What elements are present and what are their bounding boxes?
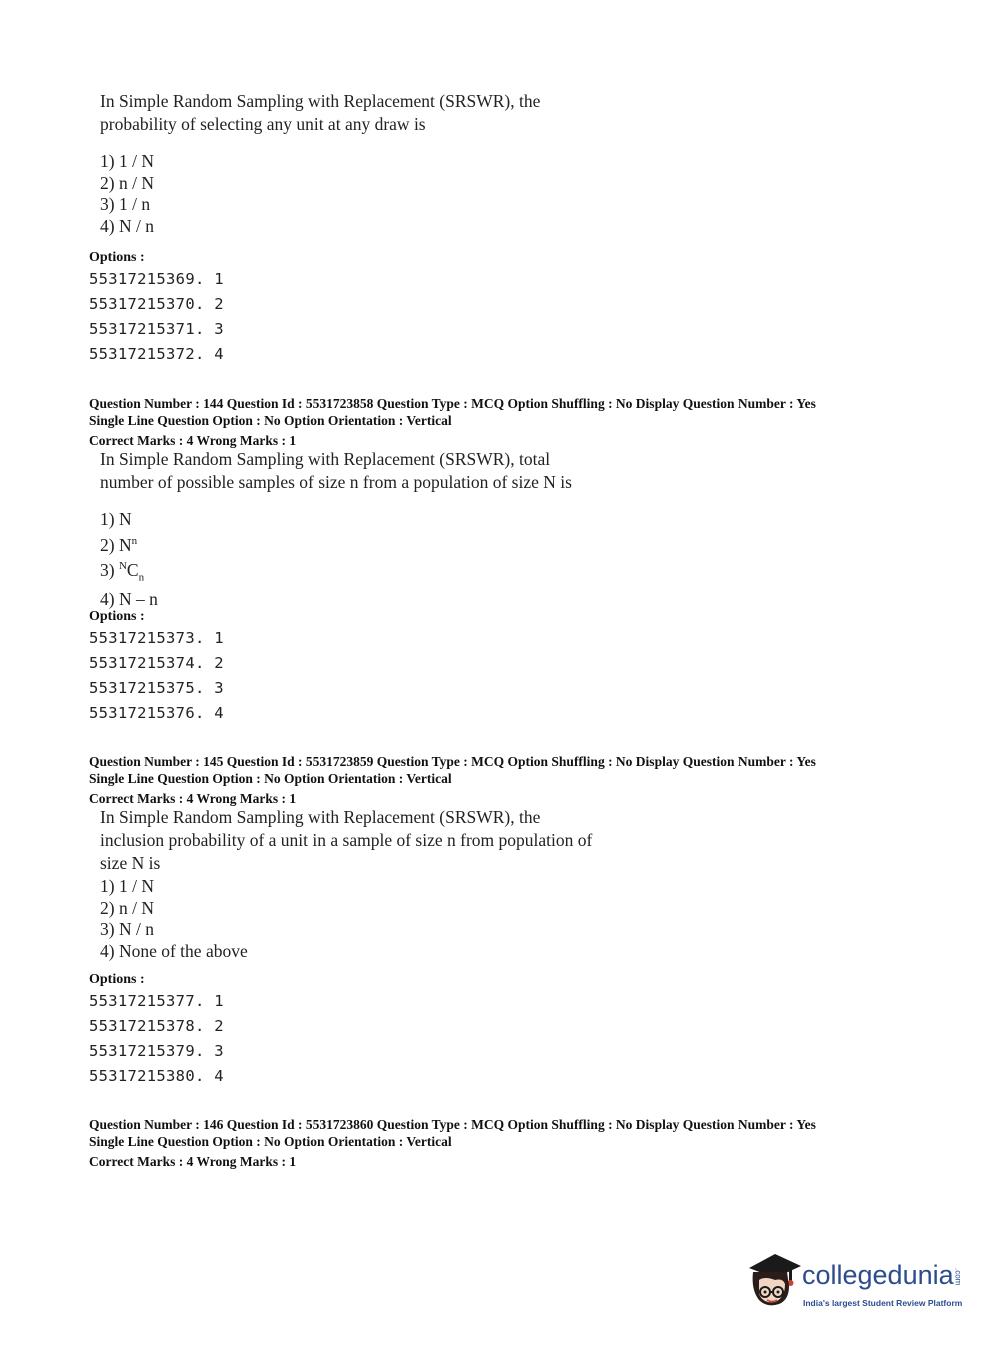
option-id: 55317215371. 3 xyxy=(89,320,224,338)
choice-3: 3) 1 / n xyxy=(100,194,151,214)
option-id: 55317215378. 2 xyxy=(89,1017,224,1035)
option-id: 55317215379. 3 xyxy=(89,1042,224,1060)
answer-choices xyxy=(100,151,154,237)
marks: Correct Marks : 4 Wrong Marks : 1 xyxy=(89,433,297,448)
question-meta: Question Number : 144 Question Id : 5531723858 Question Type : MCQ Option Shuffling : No Display Question Number : Yes Single Line Question Option : No Option Orientation : Vertical Correct Marks : 4 Wrong Marks : 1 xyxy=(89,396,816,448)
option-id: 55317215380. 4 xyxy=(89,1067,224,1085)
option-id: 55317215374. 2 xyxy=(89,654,224,672)
option-id: 55317215370. 2 xyxy=(89,295,224,313)
logo-wordmark: collegedunia.com xyxy=(802,1260,963,1290)
choice-3: 3) $^NC_n$ xyxy=(100,559,145,584)
option-id: 55317215373. 1 xyxy=(89,629,224,647)
answer-choices xyxy=(100,509,158,610)
question-text: In Simple Random Sampling with Replacement (SRSWR), the probability of selecting any unit at any draw is xyxy=(100,91,541,134)
mascot-icon xyxy=(745,1250,805,1312)
option-ids xyxy=(89,267,224,367)
option-ids xyxy=(89,626,224,726)
collegedunia-logo xyxy=(745,1250,975,1320)
choice-2: 2) $N^n$ xyxy=(100,534,138,555)
choice-4: 4) None of the above xyxy=(100,940,248,961)
answer-choices xyxy=(100,876,248,962)
choice-1: 1) 1 / N xyxy=(100,876,154,896)
logo-tagline: India's largest Student Review Platform xyxy=(803,1298,963,1308)
question-meta: Question Number : 145 Question Id : 5531723859 Question Type : MCQ Option Shuffling : No Display Question Number : Yes Single Line Question Option : No Option Orientation : Vertical Correct Marks : 4 Wrong Marks : 1 xyxy=(89,754,816,806)
choice-2: 2) n / N xyxy=(100,172,154,193)
option-id: 55317215376. 4 xyxy=(89,704,224,722)
choice-1: 1) 1 / N xyxy=(100,151,154,171)
question-text: In Simple Random Sampling with Replacement (SRSWR), total number of possible samples of size n from a population of size N is xyxy=(100,449,572,492)
option-id: 55317215377. 1 xyxy=(89,992,224,1010)
option-id: 55317215372. 4 xyxy=(89,345,224,363)
choice-3: 3) N / n xyxy=(100,919,154,939)
options-label: Options : xyxy=(89,250,145,265)
choice-4: 4) N / n xyxy=(100,215,154,236)
marks: Correct Marks : 4 Wrong Marks : 1 xyxy=(89,1154,297,1169)
option-id: 55317215369. 1 xyxy=(89,270,224,288)
choice-1: 1) N xyxy=(100,509,132,529)
options-label: Options : xyxy=(89,972,145,987)
question-text: In Simple Random Sampling with Replacement (SRSWR), the inclusion probability of a unit in a sample of size n from population of size N is xyxy=(100,807,593,873)
question-meta: Question Number : 146 Question Id : 5531723860 Question Type : MCQ Option Shuffling : No Display Question Number : Yes Single Line Question Option : No Option Orientation : Vertical Correct Marks : 4 Wrong Marks : 1 xyxy=(89,1117,816,1169)
options-label: Options : xyxy=(89,609,145,624)
marks: Correct Marks : 4 Wrong Marks : 1 xyxy=(89,791,297,806)
choice-4: 4) N – n xyxy=(100,588,158,609)
choice-2: 2) n / N xyxy=(100,897,154,918)
option-ids xyxy=(89,989,224,1089)
option-id: 55317215375. 3 xyxy=(89,679,224,697)
